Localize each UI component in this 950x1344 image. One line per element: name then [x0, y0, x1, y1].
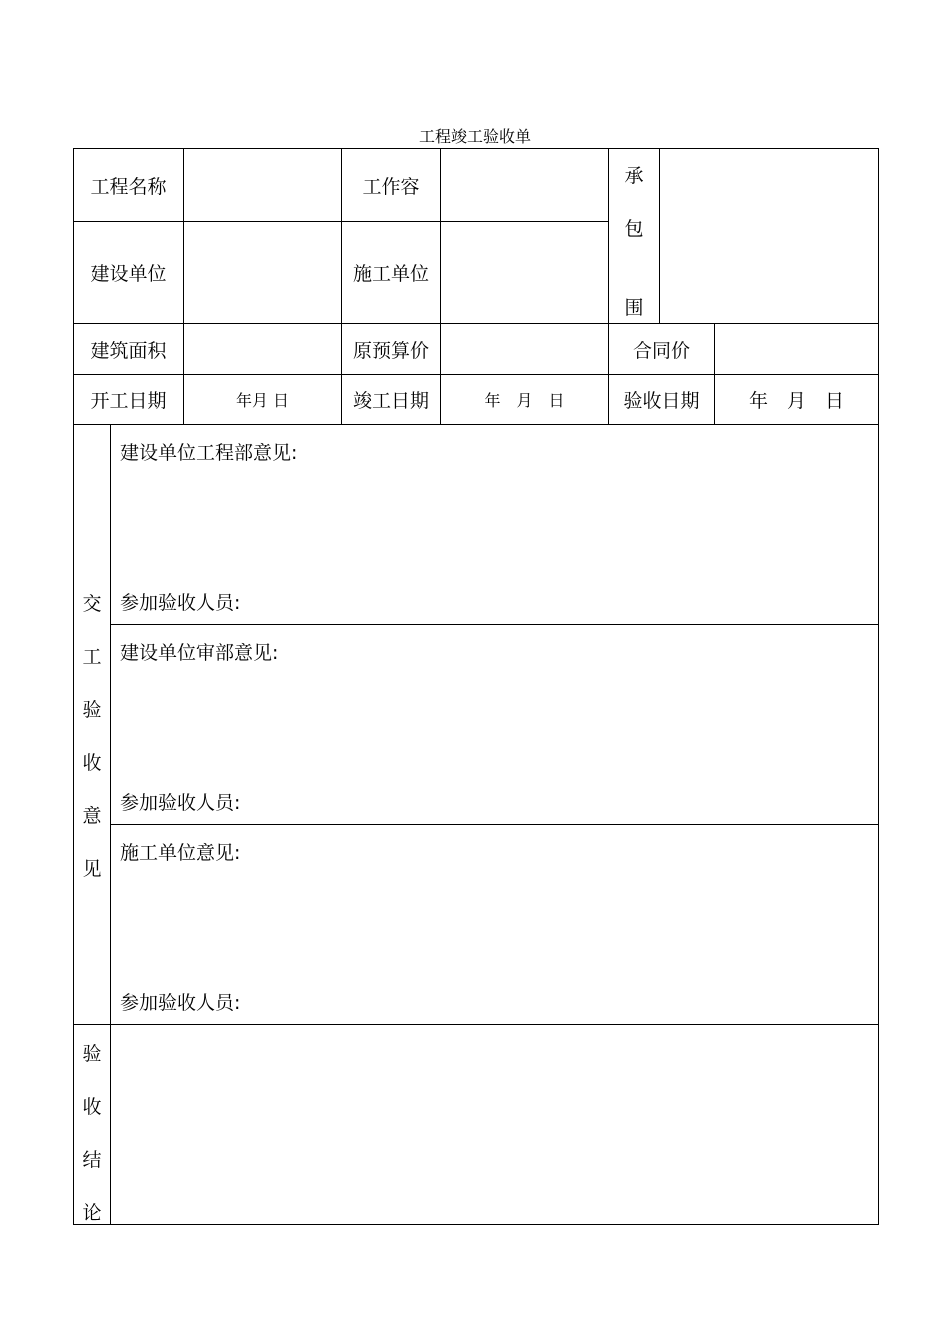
conclusion-char: 验	[82, 1043, 102, 1065]
opinion-participants: 参加验收人员:	[120, 792, 241, 814]
field-contract-scope[interactable]	[660, 149, 878, 324]
opinion-heading: 建设单位工程部意见:	[120, 442, 298, 464]
handover-char: 验	[82, 699, 102, 721]
opinion-participants: 参加验收人员:	[120, 992, 241, 1014]
acceptance-form	[73, 148, 879, 1225]
field-contractor[interactable]	[441, 222, 609, 324]
opinion-heading: 施工单位意见:	[120, 842, 241, 864]
conclusion-char: 收	[82, 1096, 102, 1118]
opinion-participants: 参加验收人员:	[120, 592, 241, 614]
handover-char: 交	[82, 593, 102, 615]
label-work-content: 工作容	[342, 149, 441, 222]
label-handover-opinions	[74, 425, 111, 1025]
field-start-date[interactable]: 年月 日	[184, 375, 342, 425]
handover-char: 收	[82, 752, 102, 774]
field-builder[interactable]	[184, 222, 342, 324]
label-completion-date: 竣工日期	[342, 375, 441, 425]
page-title: 工程竣工验收单	[418, 127, 531, 146]
field-acceptance-conclusion[interactable]	[111, 1025, 878, 1224]
label-original-budget: 原预算价	[342, 324, 441, 375]
conclusion-char: 结	[82, 1149, 102, 1171]
opinion-contractor[interactable]	[111, 825, 878, 1025]
label-acceptance-date: 验收日期	[609, 375, 715, 425]
label-project-name: 工程名称	[74, 149, 184, 222]
handover-char: 意	[82, 805, 102, 827]
label-contractor: 施工单位	[342, 222, 441, 324]
opinion-builder-engineering[interactable]	[111, 425, 878, 625]
label-building-area: 建筑面积	[74, 324, 184, 375]
scope-char: 围	[624, 297, 644, 319]
scope-char: 包	[624, 218, 644, 240]
label-contract-price: 合同价	[609, 324, 715, 375]
conclusion-char: 论	[82, 1202, 102, 1224]
scope-char: 承	[624, 165, 644, 187]
field-original-budget[interactable]	[441, 324, 609, 375]
field-work-content[interactable]	[441, 149, 609, 222]
handover-char: 见	[82, 858, 102, 880]
handover-char: 工	[82, 646, 102, 668]
field-completion-date[interactable]: 年 月 日	[441, 375, 609, 425]
label-start-date: 开工日期	[74, 375, 184, 425]
field-acceptance-date[interactable]: 年 月 日	[715, 375, 878, 425]
opinion-builder-audit[interactable]	[111, 625, 878, 825]
label-builder: 建设单位	[74, 222, 184, 324]
field-building-area[interactable]	[184, 324, 342, 375]
label-acceptance-conclusion	[74, 1025, 111, 1224]
label-contract-scope	[609, 149, 660, 324]
field-contract-price[interactable]	[715, 324, 878, 375]
field-project-name[interactable]	[184, 149, 342, 222]
opinion-heading: 建设单位审部意见:	[120, 642, 279, 664]
